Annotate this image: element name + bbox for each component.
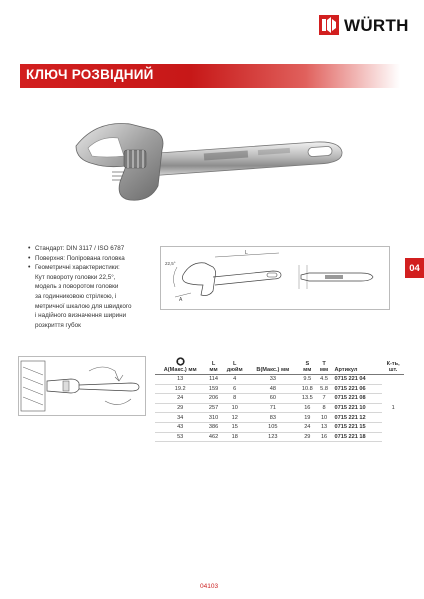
col-l-mm-header <box>205 356 221 375</box>
col-qty-label: К-ть, <box>386 361 400 367</box>
cell-l-in: 8 <box>222 394 248 404</box>
cell-qty <box>382 394 404 404</box>
col-t-label: T <box>322 361 326 367</box>
cell-artikul: 0715 221 10 <box>331 403 382 413</box>
table-row <box>155 403 404 413</box>
cell-l-mm: 114 <box>205 375 221 385</box>
cell-l-in: 10 <box>222 403 248 413</box>
cell-s: 9.5 <box>298 375 317 385</box>
cell-a: 29 <box>155 403 205 413</box>
cell-t: 16 <box>317 432 332 442</box>
col-t-header <box>317 356 332 375</box>
specs-list <box>28 244 158 330</box>
table-row <box>155 413 404 423</box>
cell-a: 43 <box>155 422 205 432</box>
cell-t: 13 <box>317 422 332 432</box>
adjustable-wrench-image <box>66 106 346 216</box>
cell-artikul: 0715 221 15 <box>331 422 382 432</box>
cell-l-mm: 462 <box>205 432 221 442</box>
technical-drawing <box>160 246 390 310</box>
usage-illustration <box>18 356 146 416</box>
table-row <box>155 394 404 404</box>
cell-l-mm: 257 <box>205 403 221 413</box>
col-l-in-unit: дюйм <box>226 367 243 373</box>
cell-a: 13 <box>155 375 205 385</box>
dim-a-label: A <box>179 297 183 303</box>
col-l-mm-unit: мм <box>209 367 218 373</box>
col-l-mm-label: L <box>211 361 216 367</box>
cell-s: 19 <box>298 413 317 423</box>
title-bar <box>20 64 400 88</box>
col-artikul-header: Артикул <box>331 356 382 375</box>
cell-artikul: 0715 221 18 <box>331 432 382 442</box>
angle-label: 22,5° <box>165 261 176 266</box>
cell-b: 48 <box>248 384 298 394</box>
table-row <box>155 375 404 385</box>
cell-l-in: 6 <box>222 384 248 394</box>
table-row <box>155 422 404 432</box>
cell-s: 16 <box>298 403 317 413</box>
cell-b: 33 <box>248 375 298 385</box>
cell-t: 10 <box>317 413 332 423</box>
cell-qty <box>382 432 404 442</box>
spec-geometry-detail-4: метричної шкалою для швидкого <box>35 302 132 310</box>
cell-a: 34 <box>155 413 205 423</box>
cell-s: 24 <box>298 422 317 432</box>
cell-s: 13.5 <box>298 394 317 404</box>
col-s-unit: мм <box>303 367 312 373</box>
brand-name: WÜRTH <box>344 16 409 35</box>
col-l-in-header <box>222 356 248 375</box>
cell-l-mm: 159 <box>205 384 221 394</box>
cell-a: 53 <box>155 432 205 442</box>
usage-illustration-svg <box>19 357 145 415</box>
spec-geometry-detail-5: і надійного визначення ширини <box>35 312 127 320</box>
col-s-header <box>298 356 317 375</box>
page-title: КЛЮЧ РОЗВІДНИЙ <box>26 67 154 82</box>
col-a-header <box>155 356 205 375</box>
cell-artikul: 0715 221 08 <box>331 394 382 404</box>
spec-geometry-detail-6: розкриття губок <box>35 321 81 329</box>
cell-s: 10.8 <box>298 384 317 394</box>
cell-l-mm: 310 <box>205 413 221 423</box>
cell-b: 105 <box>248 422 298 432</box>
cell-qty <box>382 384 404 394</box>
spec-geometry-detail-2: модель з поворотом головки <box>35 283 119 291</box>
cell-l-mm: 386 <box>205 422 221 432</box>
table-row <box>155 384 404 394</box>
col-b-header: B(Макс.) мм <box>248 356 298 375</box>
hexagon-icon <box>176 357 185 366</box>
spec-geometry-detail-3: за годинниковою стрілкою, і <box>35 292 117 300</box>
cell-b: 60 <box>248 394 298 404</box>
cell-t: 4.5 <box>317 375 332 385</box>
table-header-row <box>155 356 404 375</box>
col-qty-unit: шт. <box>388 367 398 373</box>
spec-surface: • Поверхня: Полірована головка <box>28 254 158 264</box>
cell-qty <box>382 413 404 423</box>
cell-qty <box>382 375 404 385</box>
col-a-label: A(Макс.) мм <box>163 367 197 373</box>
cell-l-in: 18 <box>222 432 248 442</box>
spec-standard: • Стандарт: DIN 3117 / ISO 6787 <box>28 244 158 254</box>
spec-geometry: • Геометричні характеристики: <box>28 263 158 273</box>
cell-l-in: 15 <box>222 422 248 432</box>
cell-artikul: 0715 221 04 <box>331 375 382 385</box>
cell-b: 71 <box>248 403 298 413</box>
cell-qty <box>382 422 404 432</box>
wurth-logo-mark-icon <box>318 14 340 36</box>
wurth-logo <box>318 14 416 40</box>
cell-l-in: 12 <box>222 413 248 423</box>
cell-qty: 1 <box>391 405 395 412</box>
cell-t: 7 <box>317 394 332 404</box>
col-qty-header <box>382 356 404 375</box>
cell-t: 8 <box>317 403 332 413</box>
cell-s: 29 <box>298 432 317 442</box>
cell-b: 123 <box>248 432 298 442</box>
cell-artikul: 0715 221 12 <box>331 413 382 423</box>
cell-artikul: 0715 221 06 <box>331 384 382 394</box>
spec-table <box>155 356 404 442</box>
col-t-unit: мм <box>319 367 329 373</box>
dim-length-label: L <box>245 250 248 256</box>
spec-geometry-detail-1: Кут повороту головки 22,5°, <box>35 273 116 281</box>
cell-a: 19.2 <box>155 384 205 394</box>
table-row <box>155 432 404 442</box>
cell-l-mm: 206 <box>205 394 221 404</box>
technical-drawing-svg <box>161 247 389 309</box>
cell-l-in: 4 <box>222 375 248 385</box>
cell-t: 5.8 <box>317 384 332 394</box>
col-s-label: S <box>305 361 310 367</box>
cell-a: 24 <box>155 394 205 404</box>
section-tab: 04 <box>405 258 424 278</box>
page-number: 04103 <box>200 583 219 590</box>
col-l-in-label: L <box>232 361 237 367</box>
cell-b: 83 <box>248 413 298 423</box>
